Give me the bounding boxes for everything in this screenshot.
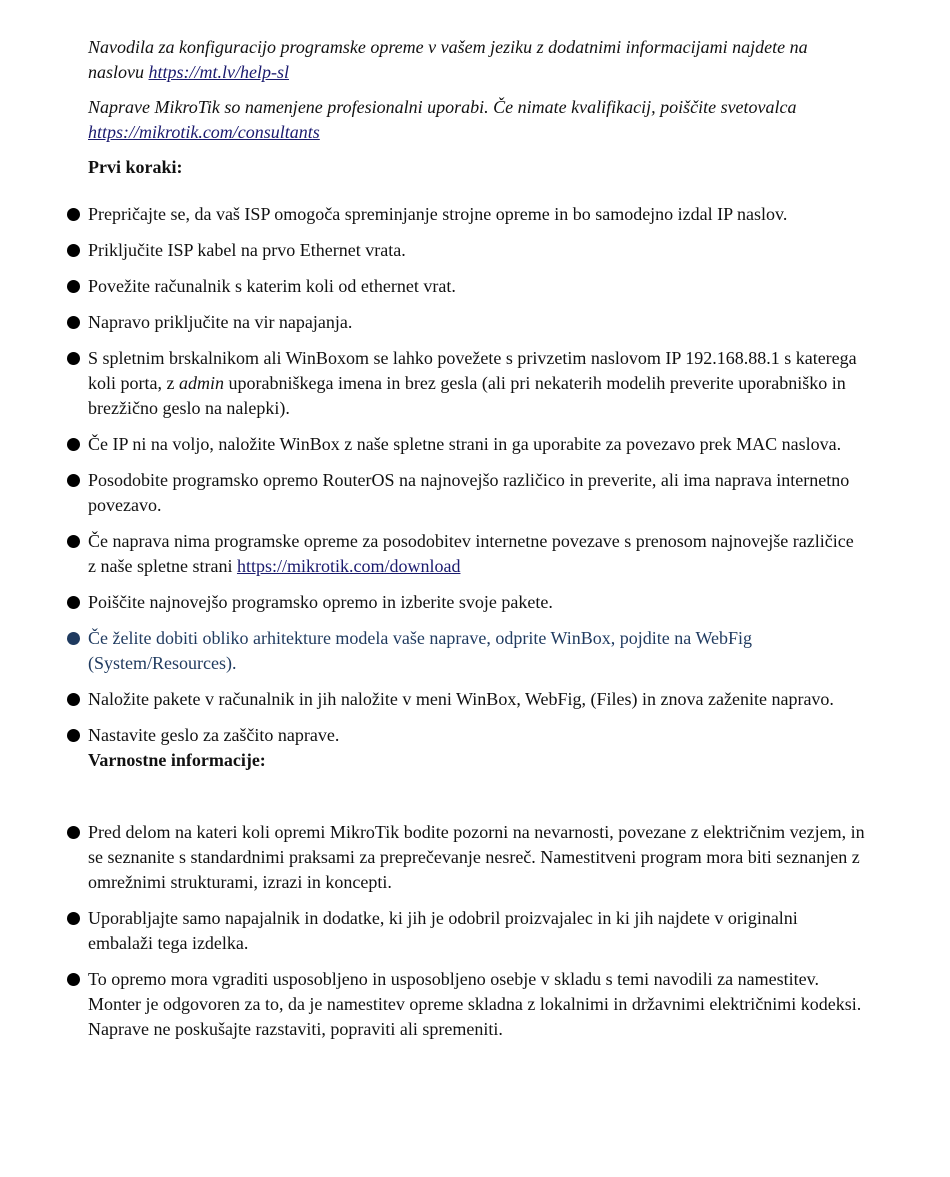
list-item-text: Pred delom na kateri koli opremi MikroTik bodite pozorni na nevarnosti, povezane z električnim vezjem, in se seznanite s standardnimi praksami za preprečevanje nesreč. Namestitveni program mora biti seznanjen z omrežnimi strukturami, izrazi in koncepti. [88, 822, 865, 892]
safety-list [0, 820, 950, 1053]
intro-consultants-paragraph [88, 95, 863, 145]
list-item [0, 626, 950, 676]
list-item-text: Če IP ni na voljo, naložite WinBox z naše spletne strani in ga uporabite za povezavo prek MAC naslova. [88, 434, 842, 454]
list-item-text: S spletnim brskalnikom ali WinBoxom se lahko povežete s privzetim naslovom IP 192.168.88.1 s katerega koli porta, z [88, 348, 857, 393]
bullet-icon [67, 280, 80, 293]
bullet-icon [67, 474, 80, 487]
list-item [0, 202, 950, 227]
bullet-icon [67, 244, 80, 257]
list-item-text: Uporabljajte samo napajalnik in dodatke, ki jih je odobril proizvajalec in ki jih najdete v originalni embalaži tega izdelka. [88, 908, 798, 953]
download-link[interactable]: https://mikrotik.com/download [236, 556, 461, 576]
list-item-text: Naložite pakete v računalnik in jih naložite v meni WinBox, WebFig, (Files) in znova zaženite napravo. [88, 689, 834, 709]
list-item-text: Prepričajte se, da vaš ISP omogoča spreminjanje strojne opreme in bo samodejno izdal IP naslov. [88, 204, 788, 224]
bullet-icon [67, 596, 80, 609]
list-item [0, 529, 950, 579]
bullet-icon [67, 693, 80, 706]
list-item [0, 967, 950, 1042]
list-item-text: uporabniškega imena in brez gesla (ali pri nekaterih modelih preverite uporabniško in brezžično geslo na nalepki). [88, 373, 846, 418]
list-item-text: To opremo mora vgraditi usposobljeno in usposobljeno osebje v skladu s temi navodili za namestitev. Monter je odgovoren za to, da je namestitev opreme skladna z lokalnimi in državnimi električnimi kodeksi. Naprave ne poskušajte razstaviti, popraviti ali spremeniti. [88, 969, 862, 1039]
bullet-icon [67, 826, 80, 839]
intro-consultants-text: Naprave MikroTik so namenjene profesionalni uporabi. Če nimate kvalifikacij, poiščite svetovalca [88, 97, 797, 117]
list-item-text: Napravo priključite na vir napajanja. [88, 312, 353, 332]
list-item [0, 432, 950, 457]
bullet-icon [67, 316, 80, 329]
bullet-icon [67, 912, 80, 925]
help-link[interactable]: https://mt.lv/help-sl [148, 62, 289, 82]
bullet-icon [67, 729, 80, 742]
list-item-text: Če želite dobiti obliko arhitekture modela vaše naprave, odprite WinBox, pojdite na WebFig (System/Resources). [88, 628, 752, 673]
list-item [0, 238, 950, 263]
bullet-icon [67, 438, 80, 451]
list-item [0, 590, 950, 615]
list-item-text: Poiščite najnovejšo programsko opremo in izberite svoje pakete. [88, 592, 553, 612]
list-item-text: Priključite ISP kabel na prvo Ethernet vrata. [88, 240, 406, 260]
first-steps-list [0, 202, 950, 784]
list-item-text: Posodobite programsko opremo RouterOS na najnovejšo različico in preverite, ali ima naprava internetno povezavo. [88, 470, 850, 515]
list-item [0, 274, 950, 299]
first-steps-heading: Prvi koraki: [88, 157, 183, 177]
list-item-text: Povežite računalnik s katerim koli od ethernet vrat. [88, 276, 456, 296]
intro-help-text: Navodila za konfiguracijo programske opreme v vašem jeziku z dodatnimi informacijami najdete na naslovu [88, 37, 808, 82]
bullet-icon [67, 632, 80, 645]
intro-help-paragraph [88, 35, 863, 85]
list-item [0, 310, 950, 335]
list-item-text: Če naprava nima programske opreme za posodobitev internetne povezave s prenosom najnovejše različice z naše spletne strani [88, 531, 854, 576]
list-item-text: Nastavite geslo za zaščito naprave. [88, 725, 340, 745]
consultants-link[interactable]: https://mikrotik.com/consultants [88, 122, 320, 142]
bullet-icon [67, 535, 80, 548]
list-item [0, 820, 950, 895]
list-item [0, 723, 950, 773]
bullet-icon [67, 352, 80, 365]
bullet-icon [67, 208, 80, 221]
admin-username: admin [178, 373, 224, 393]
list-item [0, 346, 950, 421]
list-item [0, 687, 950, 712]
safety-heading: Varnostne informacije: [88, 750, 266, 770]
bullet-icon [67, 973, 80, 986]
list-item [0, 906, 950, 956]
list-item [0, 468, 950, 518]
